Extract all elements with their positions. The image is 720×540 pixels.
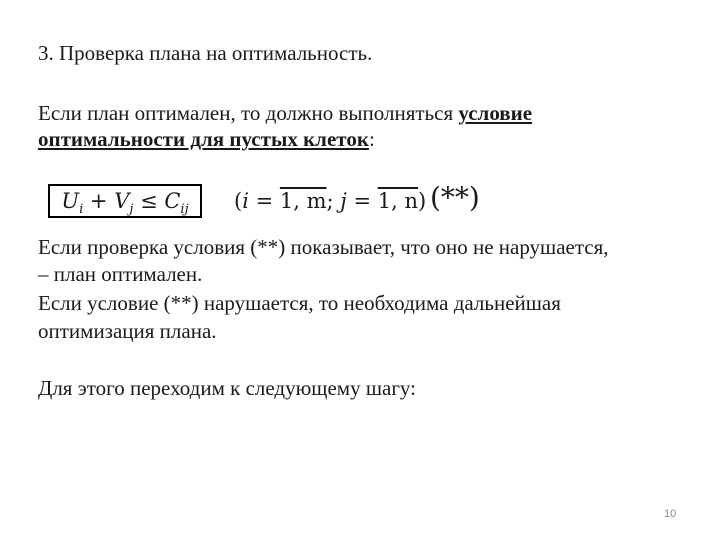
paragraph-line: Если проверка условия (**) показывает, что оно не нарушается,: [38, 235, 609, 259]
paragraph-line: Для этого переходим к следующему шагу:: [38, 376, 416, 400]
paragraph-text: Если план оптимален, то должно выполняться: [38, 101, 459, 125]
slide-heading: 3. Проверка плана на оптимальность.: [38, 41, 373, 65]
range-part: 1, n: [377, 189, 418, 213]
paragraph-line: [38, 126, 375, 152]
paragraph-text: :: [368, 127, 375, 151]
range-part: (: [234, 189, 243, 213]
formula-part: +: [83, 189, 115, 213]
page-number: 10: [664, 508, 677, 520]
paragraph-line: оптимизация плана.: [38, 319, 217, 343]
optimality-condition-formula: [48, 184, 202, 218]
range-part: 1, m: [279, 189, 327, 213]
paragraph-line: [38, 100, 532, 126]
range-part: ): [417, 189, 427, 213]
formula-part: V: [114, 189, 130, 213]
range-part: i: [242, 189, 249, 213]
condition-marker: (**): [430, 181, 480, 214]
range-part: =: [346, 189, 378, 213]
paragraph-line: Если условие (**) нарушается, то необходима дальнейшая: [38, 291, 561, 315]
emphasized-term: оптимальности для пустых клеток: [38, 127, 369, 151]
formula-part: U: [61, 189, 80, 213]
formula-subscript: j: [129, 202, 134, 218]
formula-part: ≤: [133, 189, 165, 213]
range-part: j: [340, 189, 347, 213]
formula-part: C: [164, 189, 181, 213]
range-part: ;: [326, 189, 341, 213]
range-part: =: [248, 189, 280, 213]
index-range: [234, 188, 426, 214]
formula-subscript: i: [79, 202, 84, 218]
paragraph-line: – план оптимален.: [38, 262, 203, 286]
emphasized-term: условие: [458, 101, 533, 125]
formula-subscript: ij: [180, 202, 189, 218]
